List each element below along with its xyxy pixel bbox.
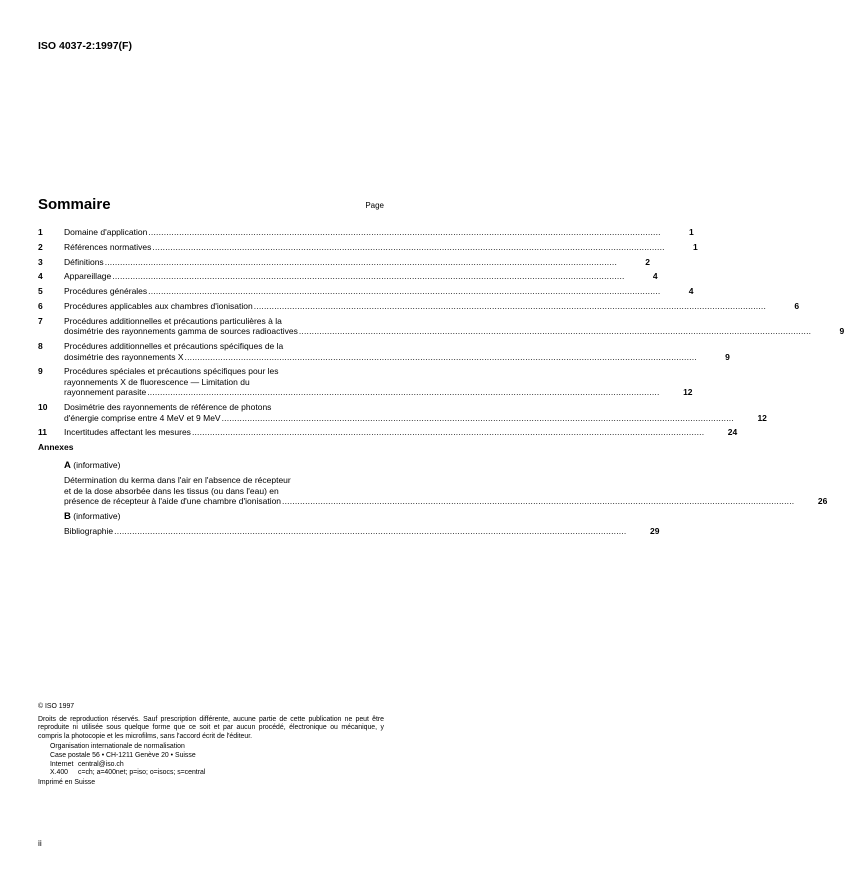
toc-entry[interactable] — [38, 427, 738, 438]
toc-entry-page: 26 — [817, 496, 828, 507]
toc-entry-text: Détermination du kerma dans l'air en l'absence de récepteur — [64, 475, 291, 486]
toc-entry-text: dosimétrie des rayonnements X — [64, 351, 184, 362]
x400-value: c=ch; a=400net; p=iso; o=isocs; s=central — [78, 769, 206, 777]
toc-entry-body — [64, 286, 694, 297]
toc-entries — [38, 227, 844, 438]
toc-entry-number: 10 — [38, 402, 48, 413]
x400-row — [50, 769, 384, 778]
toc-line — [64, 475, 384, 486]
toc-entry-body — [64, 402, 767, 423]
toc-entry-body — [64, 427, 737, 438]
annex-type: (informative) — [73, 460, 121, 471]
table-of-contents — [38, 227, 844, 541]
toc-entry-page: 29 — [650, 526, 660, 537]
toc-line — [64, 427, 737, 438]
toc-line — [64, 257, 650, 268]
toc-line — [64, 341, 730, 352]
postal-address: Case postale 56 • CH-1211 Genève 20 • Suisse — [50, 751, 196, 759]
toc-line — [64, 227, 694, 238]
internet-label: Internet — [50, 760, 74, 768]
toc-entry-text: et de la dose absorbée dans les tissus (ou dans l'eau) en — [64, 485, 279, 496]
annexes-title: Annexes — [38, 442, 74, 453]
toc-entry-number: 9 — [38, 366, 43, 377]
toc-entry-page: 9 — [839, 326, 844, 337]
toc-line — [64, 352, 730, 363]
toc-entry-text: Procédures générales — [64, 286, 148, 297]
toc-entry-text: Procédures spéciales et précautions spécifiques pour les — [64, 366, 279, 377]
toc-entry[interactable] — [38, 271, 658, 282]
toc-line — [64, 402, 767, 413]
annex-list — [64, 460, 828, 537]
dot-leader: ........................................................................................................................................................................................................ — [184, 351, 697, 362]
dot-leader: ........................................................................................................................................................................................................ — [147, 387, 660, 398]
toc-line — [64, 242, 698, 253]
toc-entry-text: rayonnements X de fluorescence — Limitation du — [64, 376, 250, 387]
rights-statement: Droits de reproduction réservés. Sauf prescription différente, aucune partie de cette publication ne peut être reproduite ni utilisée sous quelque forme que ce soit et par aucun procédé, électronique ou mécanique, y compris la photocopie et les microfilms, sans l'accord écrit de l'éditeur. — [38, 715, 384, 740]
toc-entry-number: 4 — [38, 271, 43, 282]
organization-address — [50, 743, 384, 777]
annex-entry[interactable] — [64, 475, 828, 507]
org-name: Organisation internationale de normalisation — [50, 743, 185, 751]
toc-entry[interactable] — [38, 256, 651, 268]
toc-entry-body — [64, 257, 650, 268]
toc-entry-body — [64, 271, 658, 282]
toc-line — [64, 413, 767, 424]
annex-type: (informative) — [73, 511, 121, 522]
toc-entry-body — [64, 227, 694, 238]
toc-entry-text: Procédures additionnelles et précautions particulières à la — [64, 315, 282, 326]
dot-leader: ........................................................................................................................................................................................................ — [282, 496, 795, 507]
toc-entry-text: Définitions — [64, 256, 104, 267]
toc-entry-number: 1 — [38, 227, 43, 237]
toc-entry-page: 2 — [645, 256, 651, 267]
toc-line — [64, 486, 384, 497]
toc-line — [64, 526, 660, 537]
toc-entry[interactable] — [38, 286, 694, 297]
toc-entry-text: Bibliographie — [64, 526, 114, 537]
dot-leader: ........................................................................................................................................................................................................ — [221, 412, 734, 423]
toc-page-label: Page — [365, 201, 384, 210]
annex-label — [64, 460, 384, 471]
toc-entry-text: Procédures additionnelles et précautions spécifiques de la — [64, 341, 284, 352]
annex-label — [64, 511, 384, 522]
toc-line — [64, 496, 828, 507]
toc-title: Sommaire — [38, 196, 111, 213]
dot-leader: ........................................................................................................................................................................................................ — [148, 286, 661, 297]
toc-entry-page: 24 — [727, 427, 738, 438]
toc-entry[interactable] — [38, 241, 698, 253]
toc-line — [64, 366, 693, 377]
dot-leader: ........................................................................................................................................................................................................ — [104, 256, 618, 267]
toc-entry-number: 3 — [38, 256, 43, 267]
toc-entry-page: 4 — [688, 286, 694, 297]
internet-value: central@iso.ch — [78, 760, 124, 768]
toc-entry[interactable] — [38, 315, 844, 337]
dot-leader: ........................................................................................................................................................................................................ — [114, 526, 627, 537]
toc-entry-text: dosimétrie des rayonnements gamma de sources radioactives — [64, 326, 298, 337]
toc-entry-number: 7 — [38, 315, 43, 326]
annex-letter: A — [64, 460, 71, 472]
toc-entry-text: Dosimétrie des rayonnements de référence de photons — [64, 402, 272, 413]
dot-leader: ........................................................................................................................................................................................................ — [112, 271, 625, 282]
copyright-block — [38, 703, 384, 787]
dot-leader: ........................................................................................................................................................................................................ — [148, 227, 661, 237]
toc-entry-number: 6 — [38, 300, 43, 311]
internet-row — [50, 761, 384, 770]
toc-entry[interactable] — [38, 227, 694, 238]
toc-line — [64, 316, 844, 327]
toc-entry[interactable] — [38, 402, 767, 423]
document-id: ISO 4037-2:1997(F) — [38, 40, 132, 52]
page-number: ii — [38, 838, 42, 848]
toc-line — [64, 271, 658, 282]
toc-entry-body — [64, 242, 698, 253]
toc-line — [64, 301, 799, 312]
toc-entry-text: Procédures applicables aux chambres d'ionisation — [64, 300, 253, 311]
toc-entry-body — [64, 366, 693, 398]
toc-entry-page: 4 — [652, 271, 658, 282]
toc-entry-page: 9 — [725, 351, 730, 362]
toc-entry-number: 2 — [38, 241, 43, 252]
toc-entry-number: 5 — [38, 286, 43, 297]
toc-entry-page: 12 — [757, 412, 767, 423]
toc-entry-page: 1 — [688, 227, 694, 237]
toc-entry-text: d'énergie comprise entre 4 MeV et 9 MeV — [64, 412, 221, 423]
dot-leader: ........................................................................................................................................................................................................ — [298, 326, 812, 337]
toc-line — [64, 377, 693, 388]
toc-entry-text: présence de récepteur à l'aide d'une chambre d'ionisation — [64, 496, 282, 507]
toc-entry-body — [64, 316, 844, 337]
toc-entry[interactable] — [38, 300, 800, 312]
toc-entry-text: rayonnement parasite — [64, 387, 147, 398]
toc-entry[interactable] — [38, 341, 730, 362]
x400-label: X.400 — [50, 769, 69, 777]
toc-entry-page: 6 — [794, 300, 800, 311]
dot-leader: ........................................................................................................................................................................................................ — [191, 427, 705, 438]
toc-entry-number: 8 — [38, 341, 43, 352]
dot-leader: ........................................................................................................................................................................................................ — [152, 241, 665, 252]
toc-entry-body — [64, 341, 730, 362]
toc-entry-text: Références normatives — [64, 241, 152, 252]
toc-entry-page: 1 — [693, 241, 698, 252]
toc-entry-body — [64, 301, 799, 312]
toc-line — [64, 286, 694, 297]
copyright-line: © ISO 1997 — [38, 703, 75, 710]
toc-entry-number: 11 — [38, 427, 47, 438]
toc-line — [64, 326, 844, 337]
toc-entry-text: Incertitudes affectant les mesures — [64, 427, 191, 438]
printed-in: Imprimé en Suisse — [38, 778, 96, 786]
toc-line — [64, 387, 693, 398]
toc-entry-text: Domaine d'application — [64, 227, 148, 237]
toc-entry-page: 12 — [683, 387, 693, 398]
annex-letter: B — [64, 511, 71, 523]
annex-entry[interactable] — [64, 526, 660, 537]
toc-entry[interactable] — [38, 366, 693, 398]
toc-entry-text: Appareillage — [64, 271, 112, 282]
dot-leader: ........................................................................................................................................................................................................ — [253, 300, 767, 311]
